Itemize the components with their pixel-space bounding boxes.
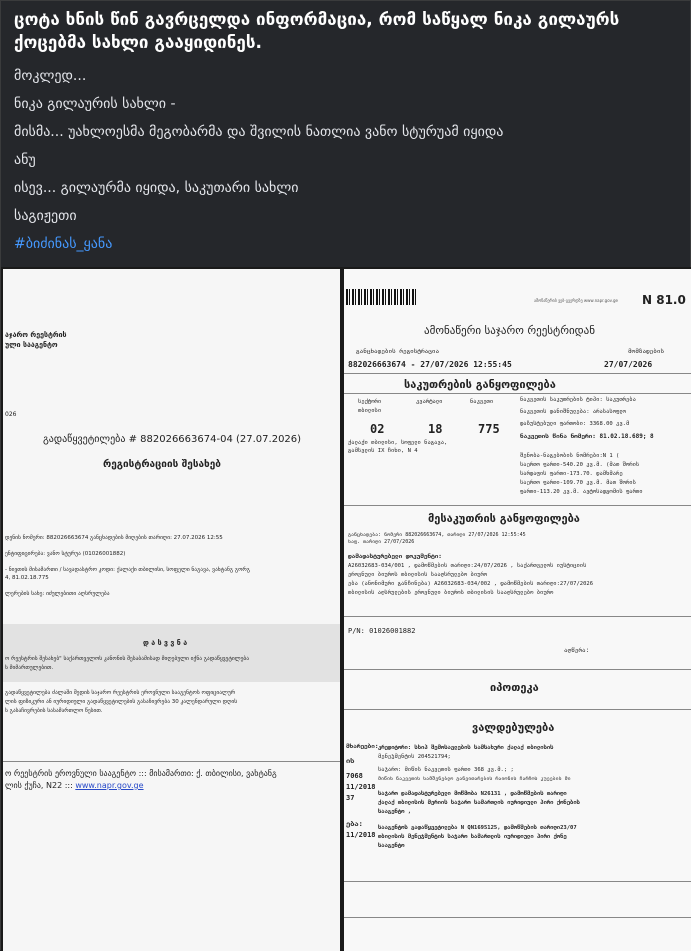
prop-field: ნაკვეთის საკუთრების ტიპი: საკუთრება: [520, 397, 636, 403]
creditor-line: მენეჯმენტის 204521794;: [378, 754, 451, 760]
side-label: მხარეები:: [346, 743, 379, 750]
section-mortgage: იპოთეკა: [490, 681, 539, 694]
doc-row: ლერების სახე: იძულებითი აღსრულება: [5, 591, 110, 597]
debt-line: მიწის ნაკვეთის სამშენებლო განვითარების რაიონის ჩარჩოს კუეების მი: [378, 776, 571, 782]
side-label: ება:: [346, 820, 363, 828]
basis-label: დამადასტურებელი დოკუმენტი:: [348, 553, 442, 560]
prop-field: დაზუსტებული ფართობი: 3368.00 კვ.მ: [520, 421, 630, 427]
section-ownership: საკუთრების განყოფილება: [404, 378, 556, 391]
description-label: აღწერა:: [564, 647, 590, 654]
building-field: შენობა-ნაგებობის ნომრები:N 1 (: [520, 453, 620, 459]
lien-line: ქალაქ თბილისის მერიის საჯარო სამართლის იურიდიული პირი ქონების: [378, 800, 580, 806]
napr-link[interactable]: www.napr.gov.ge: [75, 781, 144, 790]
block-value: 18: [428, 422, 443, 436]
doc-paragraph: გადაწყვეტილება ძალაში შედის საჯარო რეესტრის ეროვნული სააგენტოს ოფიციალურ: [5, 690, 236, 696]
building-field: საერთო ფართი-109.70 კვ.მ. მათ შორის: [520, 480, 636, 486]
col-label-plot: ნაკვეთი: [470, 399, 494, 405]
doc-side-number: 026: [5, 411, 17, 418]
side-label: 7068: [346, 772, 363, 780]
zone-value: 02: [370, 422, 385, 436]
divider: [344, 881, 691, 882]
doc-paragraph: ს მიმართულებით.: [5, 665, 54, 671]
divider: [344, 505, 691, 506]
section-obligation: ვალდებულება: [472, 721, 555, 734]
divider: [344, 393, 691, 394]
section-heading: დ ა ს ვ ვ ნ ა: [143, 639, 188, 647]
lien-line: სააგენტოს გადაწყვეტილება N QN1695125, დამოწმების თარიღი23/07: [378, 825, 577, 831]
post-text: [14, 9, 684, 253]
hashtag-link[interactable]: #ბიძინას_ყანა: [14, 236, 113, 252]
address-line: გამსვლის IX ჩიხი, N 4: [348, 448, 418, 454]
post-line: ისევ... გილაურმა იყიდა, საკუთარი სახლი: [14, 180, 299, 196]
col-label-sector: სექტორი: [358, 399, 382, 405]
extract-number: N 81.0: [642, 293, 686, 307]
doc-footer: ო რეესტრის ეროვნული სააგენტო ::: მისამართი: ქ. თბილისი, ვახტანგ: [5, 769, 277, 778]
building-field: საერთო ფართი-540.20 კვ.მ. (მათ შორის: [520, 462, 640, 468]
address-line: ქალაქი თბილისი, სოფელი ნაგავა,: [348, 440, 448, 446]
doc-row: 4, 81.02.18.775: [5, 575, 49, 581]
tiny-header: ამონაწერის ვებ-გვერდზე www.napr.gov.ge: [534, 298, 618, 303]
post-line: ნიკა გილაურის სახლი -: [14, 96, 176, 112]
side-label: ის: [346, 757, 355, 765]
barcode-image: [346, 289, 416, 305]
building-field: ფართი-113.20 კვ.მ. ავტოსადგომის ფართი: [520, 489, 643, 495]
lien-line: სააგენტო ,: [378, 809, 412, 815]
doc-org-line: ული სააგენტო: [5, 341, 58, 349]
application-value: 882026663674 - 27/07/2026 12:55:45: [348, 360, 512, 369]
doc-org-line: აჯარო რეესტრის: [5, 331, 67, 339]
basis-line: ეროვნული ბიუროს თბილისის სააღსრულებო ბიურო: [348, 572, 488, 578]
doc-paragraph: ო რეესტრის შესახებ" საქართველოს კანონის შესაბამისად მიღებული იქნა გადაწყვეტილება: [5, 656, 250, 662]
photo-registry-extract[interactable]: [344, 269, 691, 951]
doc-paragraph: ლის ფიზიკური ან იურიდიული გადაწყვეტილების გასაჩივრება 30 კალენდარული დღის: [5, 699, 238, 705]
post-line: საგიჟეთი: [14, 208, 77, 224]
doc-footer-address: ლის ქუჩა, N22 :::: [5, 781, 76, 790]
owner-app: საფ. თარიღი 27/07/2026: [348, 539, 415, 545]
prop-field: ნაკვეთის დანიშნულება: არასასოფლო: [520, 409, 626, 415]
basis-line: A26032683-034/001 , დამოწმების თარიღი:24/07/2026 , საქართველოს იუსტიციის: [348, 563, 587, 569]
decision-subtitle: რეგისტრაციის შესახებ: [103, 459, 221, 470]
decision-section-band: [3, 624, 340, 682]
col-header: განცხადების რეგისტრაცია: [356, 348, 440, 355]
side-label: 11/2018: [346, 831, 376, 839]
owner-id: P/N: 01026001882: [348, 627, 416, 635]
divider: [344, 709, 691, 710]
prop-field: ნაკვეთის წინა ნომერი: 81.02.18.689; 8: [520, 433, 654, 440]
photo-registration-decision[interactable]: [3, 269, 340, 951]
owner-app: განცხადება: ნომერი 882026663674, თარიღი 27/07/2026 12:55:45: [348, 532, 526, 538]
creditor-line: კრედიტორი: სსიპ შემოსავლების სამსახური ქალაქ თბილისის: [378, 745, 554, 751]
divider: [344, 917, 691, 918]
col-label-block: კვარტალი: [416, 399, 443, 405]
post-line: მოკლედ...: [14, 68, 87, 84]
divider: [344, 669, 691, 670]
extract-title: ამონაწერი საჯარო რეესტრიდან: [424, 324, 595, 337]
post-line: ანუ: [14, 152, 36, 168]
divider: [344, 616, 691, 617]
plot-value: 775: [478, 422, 500, 436]
doc-row: - ნივთის მისამართი / სავადასტრო კოდი: ქალაქი თბილისი, სოფელი ნაგავა, ვახტანგ გორგ: [5, 567, 250, 573]
doc-paragraph: ს გასაჩივრების სასამართლო წესით.: [5, 708, 103, 714]
post-line: მისმა... უახლოესმა მეგობარმა და შვილის ნათლია ვანო სტურუამ იყიდა: [14, 124, 504, 140]
building-field: სარდაფის ფართი-173.70. დამხმარე: [520, 471, 623, 477]
lien-line: თბილისის მენეჯმენტის საჯარო სამართლის იურიდიული პირი ქონე: [378, 834, 567, 840]
doc-row: ენტიფიცირება: ვანო სტურუა (01026001882): [5, 551, 126, 557]
decision-title: გადაწყვეტილება # 882026663674-04 (27.07.2026): [43, 434, 302, 445]
prep-date: 27/07/2026: [604, 360, 653, 369]
basis-line: ება (ანონიმური განჩინება) A26032683-034/002 , დამოწმების თარიღი:27/07/2026: [348, 581, 594, 587]
divider: [3, 761, 340, 762]
col-header: მომზადების: [628, 348, 665, 355]
doc-footer-line: [5, 781, 144, 790]
divider: [344, 373, 691, 374]
lien-line: სააგენტო: [378, 843, 405, 849]
post-headline: ცოტა ხნის წინ გავრცელდა ინფორმაცია, რომ საწყალ ნიკა გილაურს ქოცებმა სახლი გააყიდინეს.: [14, 10, 620, 53]
col-label-tbilisi: თბილისი: [358, 408, 382, 414]
debt-line: საჯარო: მიწის ნაკვეთის ფართი 368 კვ.მ.; ;: [378, 767, 514, 773]
lien-line: საჯარო დამადასტურებელი მოწმობა N26131 , დამოწმების თარიღი: [378, 791, 567, 797]
side-label: 11/2018: [346, 783, 376, 791]
section-owner: მესაკუთრის განყოფილება: [428, 512, 580, 525]
side-label: 37: [346, 794, 355, 802]
basis-line: თბილისის აღსრულების ეროვნული ბიუროს თბილისის სააღსრულებო ბიურო: [348, 590, 554, 596]
doc-row: დენის ნომერი: 882026663674 განცხადების მიღების თარიღი: 27.07.2026 12:55: [5, 535, 223, 541]
